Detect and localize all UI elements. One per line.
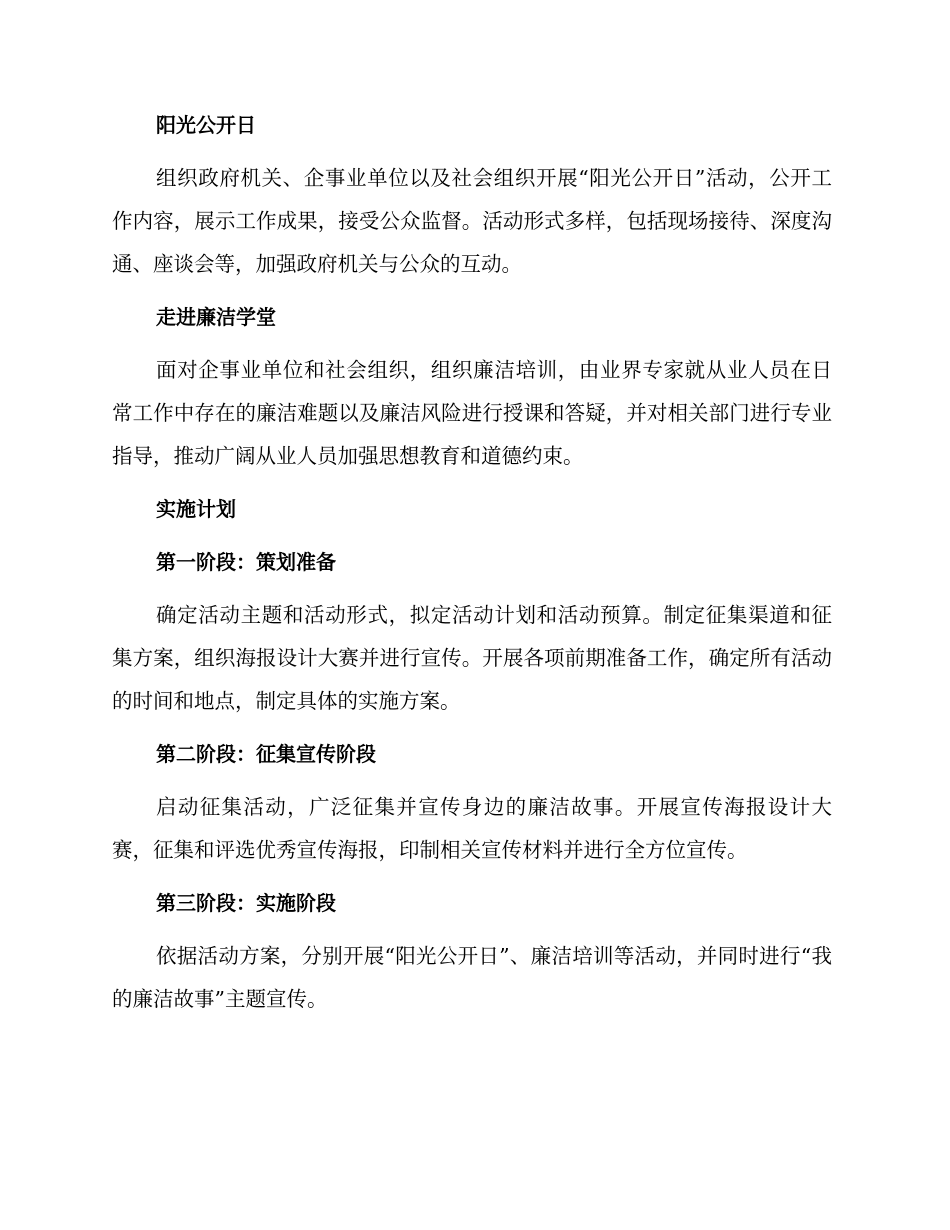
section-heading-phase-one: 第一阶段：策划准备 xyxy=(156,550,336,574)
section-body-sunshine-open-day: 组织政府机关、企事业单位以及社会组织开展“阳光公开日”活动，公开工作内容，展示工作成果，接受公众监督。活动形式多样，包括现场接待、深度沟通、座谈会等，加强政府机关与公众的互动。 xyxy=(112,166,832,276)
section-body-phase-one: 确定活动主题和活动形式，拟定活动计划和活动预算。制定征集渠道和征集方案，组织海报设计大赛并进行宣传。开展各项前期准备工作，确定所有活动的时间和地点，制定具体的实施方案。 xyxy=(112,603,832,713)
section-heading-phase-three: 第三阶段：实施阶段 xyxy=(156,891,336,915)
section-heading-implementation-plan: 实施计划 xyxy=(156,497,236,521)
document-body xyxy=(112,104,832,1031)
section-heading-phase-two: 第二阶段：征集宣传阶段 xyxy=(156,742,376,766)
section-heading-sunshine-open-day: 阳光公开日 xyxy=(156,113,256,137)
section-body-phase-two: 启动征集活动，广泛征集并宣传身边的廉洁故事。开展宣传海报设计大赛，征集和评选优秀宣传海报，印制相关宣传材料并进行全方位宣传。 xyxy=(112,795,832,862)
section-heading-integrity-classroom: 走进廉洁学堂 xyxy=(156,305,276,329)
section-body-phase-three: 依据活动方案，分别开展“阳光公开日”、廉洁培训等活动，并同时进行“我的廉洁故事”主题宣传。 xyxy=(112,944,832,1011)
section-body-integrity-classroom: 面对企事业单位和社会组织，组织廉洁培训，由业界专家就从业人员在日常工作中存在的廉洁难题以及廉洁风险进行授课和答疑，并对相关部门进行专业指导，推动广阔从业人员加强思想教育和道德约束。 xyxy=(112,358,832,468)
